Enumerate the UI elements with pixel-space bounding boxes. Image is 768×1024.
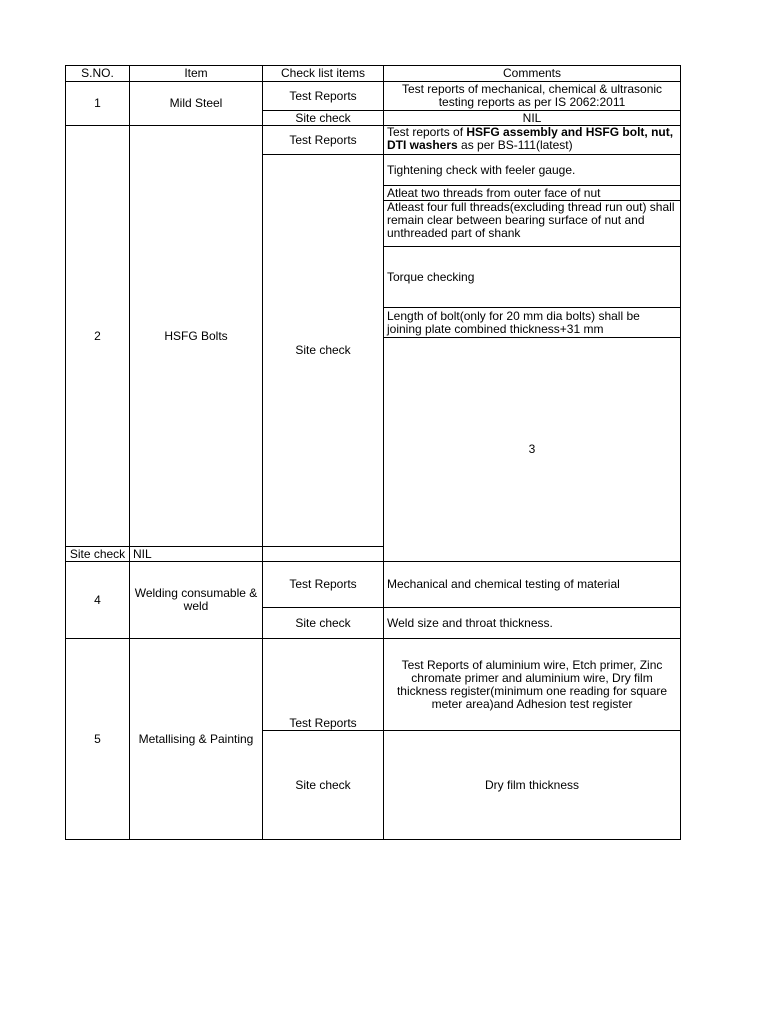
row2-site-comment-5: Length of bolt(only for 20 mm dia bolts) shall be joining plate combined thickness+31 mm <box>384 308 681 338</box>
row4-site-label: Site check <box>263 608 384 639</box>
row2-site-comment-3: Atleast four full threads(excluding thread run out) shall remain clear between bearing surface of nut and unthreaded part of shank <box>384 201 681 247</box>
header-sno: S.NO. <box>66 66 130 82</box>
row2-test-comment: Test reports of HSFG assembly and HSFG bolt, nut, DTI washers as per BS-111(latest) <box>384 126 681 155</box>
row5-site-label: Site check <box>263 731 384 840</box>
row4-test-comment: Mechanical and chemical testing of material <box>384 562 681 608</box>
row3-site-comment: NIL <box>130 547 263 562</box>
checklist-table <box>65 65 681 840</box>
row5-item: Metallising & Painting <box>130 639 263 840</box>
row2-site-comment-2: Atleat two threads from outer face of nut <box>384 186 681 201</box>
row1-item: Mild Steel <box>130 82 263 126</box>
row4-item: Welding consumable & weld <box>130 562 263 639</box>
row5-sno: 5 <box>66 639 130 840</box>
header-comments: Comments <box>384 66 681 82</box>
table-row <box>66 82 681 111</box>
table-row <box>66 126 681 155</box>
row5-test-label: Test Reports <box>263 639 384 731</box>
row4-site-comment: Weld size and throat thickness. <box>384 608 681 639</box>
row1-test-comment: Test reports of mechanical, chemical & ultrasonic testing reports as per IS 2062:2011 <box>384 82 681 111</box>
row5-test-comment: Test Reports of aluminium wire, Etch primer, Zinc chromate primer and aluminium wire, Dry film thickness register(minimum one reading for square meter area)and Adhesion test register <box>384 639 681 731</box>
row2-site-comment-4: Torque checking <box>384 247 681 308</box>
row2-site-label: Site check <box>263 155 384 547</box>
row1-site-comment: NIL <box>384 111 681 126</box>
header-checklist: Check list items <box>263 66 384 82</box>
row5-site-comment: Dry film thickness <box>384 731 681 840</box>
header-row <box>66 66 681 82</box>
header-item: Item <box>130 66 263 82</box>
table-row <box>66 639 681 731</box>
row2-test-label: Test Reports <box>263 126 384 155</box>
row2-sno: 2 <box>66 126 130 547</box>
row1-sno: 1 <box>66 82 130 126</box>
row1-test-label: Test Reports <box>263 82 384 111</box>
row4-sno: 4 <box>66 562 130 639</box>
row2-item: HSFG Bolts <box>130 126 263 547</box>
row3-sno: 3 <box>384 338 681 562</box>
row3-site-label: Site check <box>66 547 130 562</box>
row4-test-label: Test Reports <box>263 562 384 608</box>
row1-site-label: Site check <box>263 111 384 126</box>
table-row <box>66 562 681 608</box>
row2-site-comment-1: Tightening check with feeler gauge. <box>384 155 681 186</box>
